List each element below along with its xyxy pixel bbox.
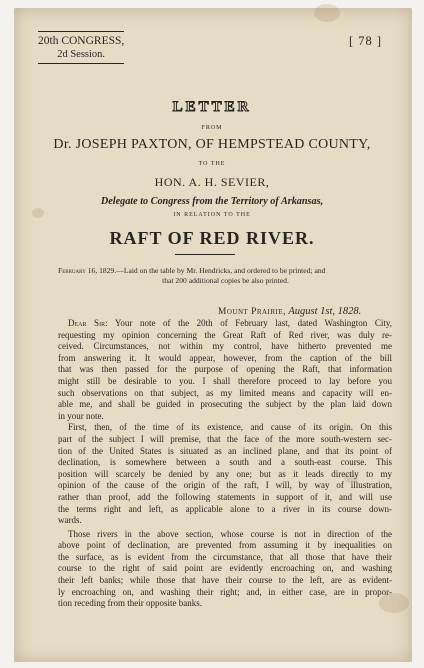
body-line: wards. bbox=[58, 515, 82, 526]
stain-mark bbox=[314, 4, 340, 22]
salutation: Dear Sir: bbox=[68, 318, 108, 328]
body-line: that was then passed for the purpose of opening the Raft, that information bbox=[58, 364, 392, 375]
body-line: the terms right and left, as applicable alone to a river in its course down- bbox=[58, 503, 392, 514]
body-line: the surface, as is evident from the circumstance, that all those that have their bbox=[58, 551, 392, 562]
body-line: Those rivers in the above section, whose course is not in direction of the bbox=[68, 528, 392, 539]
body-line: part of the subject I will premise, that the face of the more south-western sec- bbox=[58, 433, 392, 444]
note-line-1: —Laid on the table by Mr. Hendricks, and ordered to be printed; and bbox=[116, 266, 326, 275]
body-line: able me, and shall be guided in prosecuting the subject by the plan laid down bbox=[58, 399, 392, 410]
letter-body bbox=[58, 318, 392, 610]
recipient-line: HON. A. H. SEVIER, bbox=[154, 175, 270, 189]
body-line: First, then, of the time of its existence, and cause of its origin. On this bbox=[68, 422, 392, 433]
congress-header bbox=[38, 34, 124, 62]
body-line: declination, is somewhere between a south and a south-east course. This bbox=[58, 457, 392, 468]
body-line: rather than proof, add the following statements in support of it, and will use bbox=[58, 491, 392, 502]
body-line: course to the right of said point are evidently encroaching on, and washing bbox=[58, 563, 392, 574]
author-line: Dr. JOSEPH PAXTON, OF HEMPSTEAD COUNTY, bbox=[53, 137, 371, 152]
printing-note bbox=[58, 266, 393, 286]
note-line-2: that 200 additional copies be also printed. bbox=[162, 276, 289, 285]
body-line: tion receding from their opposite banks. bbox=[58, 598, 202, 609]
letter-heading: LETTER bbox=[172, 99, 252, 115]
to-label: TO THE bbox=[198, 161, 226, 167]
body-line: from answering it. It would appear, however, from the caption of the bill bbox=[58, 352, 392, 363]
title-divider bbox=[175, 254, 235, 255]
subject-title: RAFT OF RED RIVER. bbox=[109, 228, 315, 248]
body-line: requesting my opinion concerning the Great Raft of Red river, was duly re- bbox=[58, 329, 392, 340]
body-line: tion of the United States is situated as an inclined plane, and that its point of bbox=[58, 445, 392, 456]
body-line: might still be desirable to you. I shall therefore proceed to lay before you bbox=[58, 375, 392, 386]
body-line: in your note. bbox=[58, 410, 104, 421]
body-line: such observations on that subject, as my limited means and capacity will en- bbox=[58, 387, 392, 398]
body-line: Dear Sir: Your note of the 20th of February last, dated Washington City, bbox=[68, 318, 392, 328]
in-relation-label: IN RELATION TO THE bbox=[173, 212, 251, 218]
body-line: position will scarcely be denied by any one; but as it leads directly to my bbox=[58, 468, 392, 479]
body-line: above point of declination, are prevented from assuming it by inequalities on bbox=[58, 540, 392, 551]
body-line: their left banks; while those that have their course to the left, are as evident- bbox=[58, 575, 392, 586]
dateline bbox=[218, 306, 361, 317]
document-number: [ 78 ] bbox=[349, 34, 383, 48]
delegate-line: Delegate to Congress from the Territory of Arkansas, bbox=[100, 196, 324, 207]
dateline-place: Mount Prairie, bbox=[218, 307, 287, 317]
body-line: ly encroaching on, and washing their right; and, in either case, are in propor- bbox=[58, 586, 392, 597]
from-label: FROM bbox=[201, 125, 223, 131]
body-line: ceived. Circumstances, not within my control, have hitherto prevented me bbox=[58, 341, 392, 352]
congress-label: 20th CONGRESS, bbox=[38, 35, 125, 47]
note-date: February 16, 1829. bbox=[58, 266, 117, 275]
session-label: 2d Session. bbox=[57, 49, 106, 60]
dateline-date: August 1st, 1828. bbox=[288, 306, 362, 317]
body-line: opinion of the cause of the origin of the raft, I will, by way of illustration, bbox=[58, 480, 392, 491]
